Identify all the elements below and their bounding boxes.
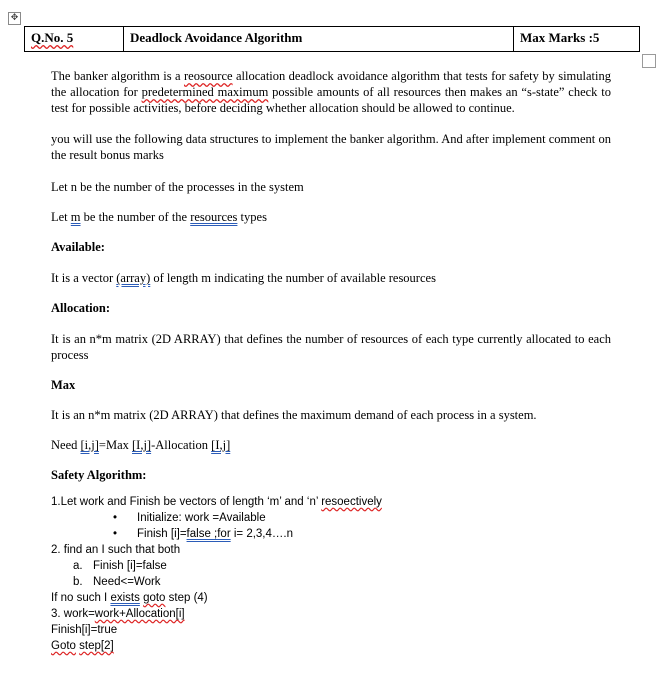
list-item: b. Need<=Work <box>73 576 161 588</box>
list-item: Finish[i]=true <box>51 624 118 636</box>
let-m-paragraph: Let m be the number of the resources types <box>51 210 267 224</box>
question-number-cell <box>25 27 124 51</box>
instructions-paragraph: you will use the following data structures to implement the banker algorithm. And after implement comment on the result bonus marks <box>51 132 611 162</box>
list-item: • Finish [i]=false ;for i= 2,3,4….n <box>51 526 611 542</box>
max-heading: Max <box>51 378 76 392</box>
available-text: It is a vector (array) of length m indicating the number of available resources <box>51 271 436 285</box>
safety-heading: Safety Algorithm: <box>51 468 147 482</box>
list-item: If no such I exists goto step (4) <box>51 592 208 604</box>
need-formula: Need [i,j]=Max [I,j]-Allocation [I,j] <box>51 438 231 452</box>
spelling-error: reosource <box>183 69 233 83</box>
allocation-text: It is an n*m matrix (2D ARRAY) that defines the number of resources of each type currently allocated to each process <box>51 332 611 362</box>
list-item: 3. work=work+Allocation[i] <box>51 608 185 620</box>
list-item: 1.Let work and Finish be vectors of length ‘m’ and ‘n’ resoectively <box>51 496 382 508</box>
side-checkbox[interactable] <box>642 54 656 68</box>
question-header-table <box>24 26 640 52</box>
spelling-error: predetermined maximum <box>141 85 269 99</box>
safety-algorithm-list <box>51 494 611 654</box>
intro-paragraph: The banker algorithm is a reosource allocation deadlock avoidance algorithm that tests for safety by simulating the allocation for predetermined maximum possible amounts of all resources then makes an “s-state” check to test for possible activities, before deciding whether allocation should be allowed to continue. <box>51 69 611 115</box>
available-heading: Available: <box>51 240 105 254</box>
max-text: It is an n*m matrix (2D ARRAY) that defines the maximum demand of each process in a system. <box>51 408 537 422</box>
document-body <box>51 68 611 654</box>
table-move-handle[interactable]: ✥ <box>8 12 21 25</box>
list-item: 2. find an I such that both <box>51 544 181 556</box>
max-marks-cell: Max Marks :5 <box>520 30 600 45</box>
let-n-paragraph: Let n be the number of the processes in the system <box>51 180 304 194</box>
allocation-heading: Allocation: <box>51 301 111 315</box>
list-item: • Initialize: work =Available <box>51 510 611 526</box>
list-item: Goto step[2] <box>51 640 114 652</box>
list-item: a. Finish [i]=false <box>73 560 167 572</box>
question-title-cell: Deadlock Avoidance Algorithm <box>124 27 514 51</box>
question-number: Q.No. 5 <box>31 30 74 45</box>
